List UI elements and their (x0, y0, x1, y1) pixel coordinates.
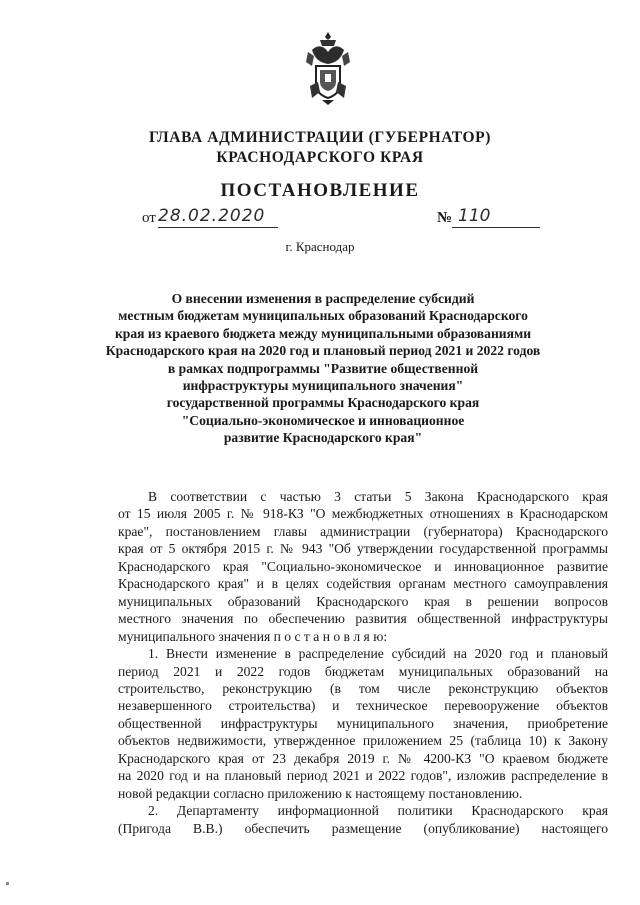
body-line: общественной инфраструктуры муниципального значения, приобретение (118, 715, 608, 731)
body-line: муниципального значения п о с т а н о в л я ю: (118, 628, 388, 644)
body-line: Краснодарского края" и в целях содействия органам местного самоуправления (118, 576, 608, 592)
title-line: "Социально-экономическое и инновационное (181, 412, 465, 428)
body-line: на 2020 год и на плановый период 2021 и 2022 годов", изложив распределение в (118, 768, 608, 784)
number-label: № (437, 210, 453, 226)
body-line: от 15 июля 2005 г. № 918-КЗ "О межбюджетных отношениях в Краснодарском (118, 506, 608, 522)
organization-name-line-2: КРАСНОДАРСКОГО КРАЯ (216, 149, 424, 166)
date-value: 28.02.2020 (158, 205, 278, 228)
document-title (90, 290, 556, 447)
title-line: в рамках подпрограммы "Развитие общественной (167, 360, 479, 376)
title-line: местным бюджетам муниципальных образований Краснодарского (118, 308, 528, 324)
body-line: новой редакции согласно приложению к настоящему постановлению. (118, 785, 523, 801)
body-line: края от 5 октября 2015 г. № 943 "Об утверждении государственной программы (118, 541, 608, 557)
document-body (118, 488, 608, 837)
title-line: развитие Краснодарского края" (223, 430, 423, 446)
body-line: строительство, реконструкцию (в том числе реконструкцию объектов (118, 680, 608, 696)
coat-of-arms-emblem (306, 30, 350, 106)
city: г. Краснодар (285, 239, 355, 254)
number-value: 110 (452, 205, 540, 228)
body-line: Краснодарского края от 23 декабря 2019 г. № 4200-КЗ "О краевом бюджете (118, 750, 608, 766)
body-line: 2. Департаменту информационной политики Краснодарского края (148, 803, 608, 819)
body-line: (Пригода В.В.) обеспечить размещение (опубликование) настоящего (118, 820, 608, 836)
body-line: В соответствии с частью 3 статьи 5 Закона Краснодарского края (148, 489, 608, 504)
body-line: Краснодарского края "Социально-экономическое и инновационное развитие (118, 558, 608, 574)
scan-marker-dot (6, 882, 9, 885)
organization-name-line-1: ГЛАВА АДМИНИСТРАЦИИ (ГУБЕРНАТОР) (149, 129, 491, 146)
body-line: местного значения по обеспечению развития общественной инфраструктуры (118, 611, 608, 627)
title-line: инфраструктуры муниципального значения" (182, 378, 464, 394)
body-line: 1. Внести изменение в распределение субсидий на 2020 год и плановый (148, 646, 608, 662)
body-line: объектов недвижимости, утвержденное приложением 25 (таблица 10) к Закону (118, 733, 608, 749)
body-line: период 2021 и 2022 годов бюджетам муниципальных образований на (118, 663, 608, 679)
date-label: от (142, 210, 156, 226)
body-line: незавершенного строительства) и техническое перевооружение объектов (118, 698, 608, 714)
title-line: края из краевого бюджета между муниципальными образованиями (114, 325, 532, 341)
document-type: ПОСТАНОВЛЕНИЕ (220, 180, 420, 201)
title-line: государственной программы Краснодарского края (166, 395, 480, 411)
body-line: крае", постановлением главы администрации (губернатора) Краснодарского (118, 523, 608, 539)
title-line: О внесении изменения в распределение субсидий (171, 291, 475, 306)
title-line: Краснодарского края на 2020 год и плановый период 2021 и 2022 годов (105, 343, 541, 359)
body-line: муниципальных образований Краснодарского края в решении вопросов (118, 593, 608, 609)
